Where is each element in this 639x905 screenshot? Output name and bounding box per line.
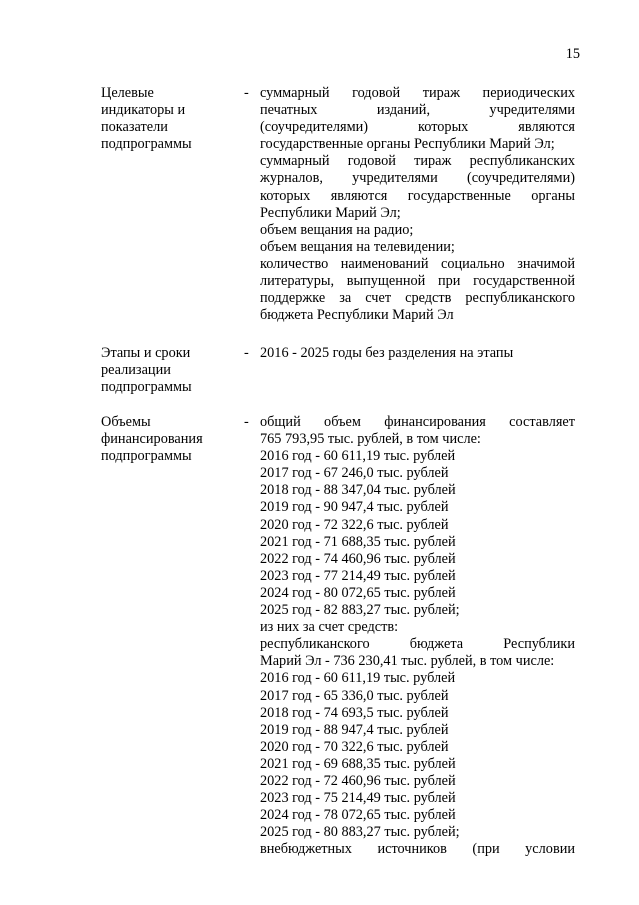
content-line: 765 793,95 тыс. рублей, в том числе: (260, 431, 481, 448)
content-line: Республики Марий Эл; (260, 204, 401, 221)
content-line: 2018 год - 88 347,04 тыс. рублей (260, 482, 456, 499)
content-line: 2022 год - 72 460,96 тыс. рублей (260, 772, 456, 789)
content-line: 2020 год - 72 322,6 тыс. рублей (260, 516, 449, 533)
content-line: 2016 - 2025 годы без разделения на этапы (260, 345, 514, 361)
content-line: 2019 год - 90 947,4 тыс. рублей (260, 499, 449, 516)
content-line: Марий Эл - 736 230,41 тыс. рублей, в том числе: (260, 653, 555, 670)
content-line: объем вещания на радио; (260, 221, 414, 238)
section-content (260, 85, 575, 324)
page-number: 15 (565, 46, 580, 62)
content-line: 2020 год - 70 322,6 тыс. рублей (260, 738, 449, 755)
content-line: поддержке за счет средств республиканского (260, 290, 575, 307)
content-line: объем вещания на телевидении; (260, 238, 455, 255)
content-line: литературы, выпущенной при государственной (260, 273, 575, 290)
content-line: государственные органы Республики Марий Эл; (260, 136, 555, 153)
content-line: печатных изданий, учредителями (260, 102, 575, 119)
content-line: 2024 год - 80 072,65 тыс. рублей (260, 584, 456, 601)
content-line: 2018 год - 74 693,5 тыс. рублей (260, 704, 449, 721)
content-line: общий объем финансирования составляет (260, 414, 575, 430)
section-label (101, 345, 241, 396)
section-dash: - (244, 345, 249, 361)
label-line: финансирования (101, 431, 203, 448)
section-label (101, 414, 241, 465)
label-line: показатели (101, 119, 168, 136)
content-line: которых являются государственные органы (260, 187, 575, 204)
content-line: 2023 год - 75 214,49 тыс. рублей (260, 790, 456, 807)
content-line: 2021 год - 69 688,35 тыс. рублей (260, 755, 456, 772)
section-content (260, 345, 575, 362)
label-line: реализации (101, 362, 171, 379)
label-line: подпрограммы (101, 448, 192, 465)
content-line: 2017 год - 67 246,0 тыс. рублей (260, 465, 449, 482)
content-line: 2025 год - 80 883,27 тыс. рублей; (260, 824, 460, 841)
label-line: Целевые (101, 85, 154, 101)
content-line: 2023 год - 77 214,49 тыс. рублей (260, 567, 456, 584)
content-line: бюджета Республики Марий Эл (260, 307, 454, 324)
content-line: внебюджетных источников (при условии (260, 841, 575, 858)
content-line: суммарный годовой тираж республиканских (260, 153, 575, 170)
content-line: 2021 год - 71 688,35 тыс. рублей (260, 533, 456, 550)
section-content (260, 414, 575, 858)
label-line: индикаторы и (101, 102, 186, 119)
content-line: журналов, учредителями (соучредителями) (260, 170, 575, 187)
content-line: суммарный годовой тираж периодических (260, 85, 575, 101)
content-line: 2016 год - 60 611,19 тыс. рублей (260, 670, 456, 687)
section-dash: - (244, 85, 249, 101)
label-line: подпрограммы (101, 379, 192, 396)
section-dash: - (244, 414, 249, 430)
section-label (101, 85, 241, 153)
content-line: (соучредителями) которых являются (260, 119, 575, 136)
content-line: 2024 год - 78 072,65 тыс. рублей (260, 807, 456, 824)
label-line: подпрограммы (101, 136, 192, 153)
content-line: республиканского бюджета Республики (260, 636, 575, 653)
content-line: 2025 год - 82 883,27 тыс. рублей; (260, 602, 460, 619)
label-line: Этапы и сроки (101, 345, 191, 361)
label-line: Объемы (101, 414, 151, 430)
content-line: количество наименований социально значимой (260, 255, 575, 272)
content-line: 2022 год - 74 460,96 тыс. рублей (260, 550, 456, 567)
content-line: 2016 год - 60 611,19 тыс. рублей (260, 448, 456, 465)
content-line: 2017 год - 65 336,0 тыс. рублей (260, 687, 449, 704)
content-line: 2019 год - 88 947,4 тыс. рублей (260, 721, 449, 738)
content-line: из них за счет средств: (260, 619, 399, 636)
